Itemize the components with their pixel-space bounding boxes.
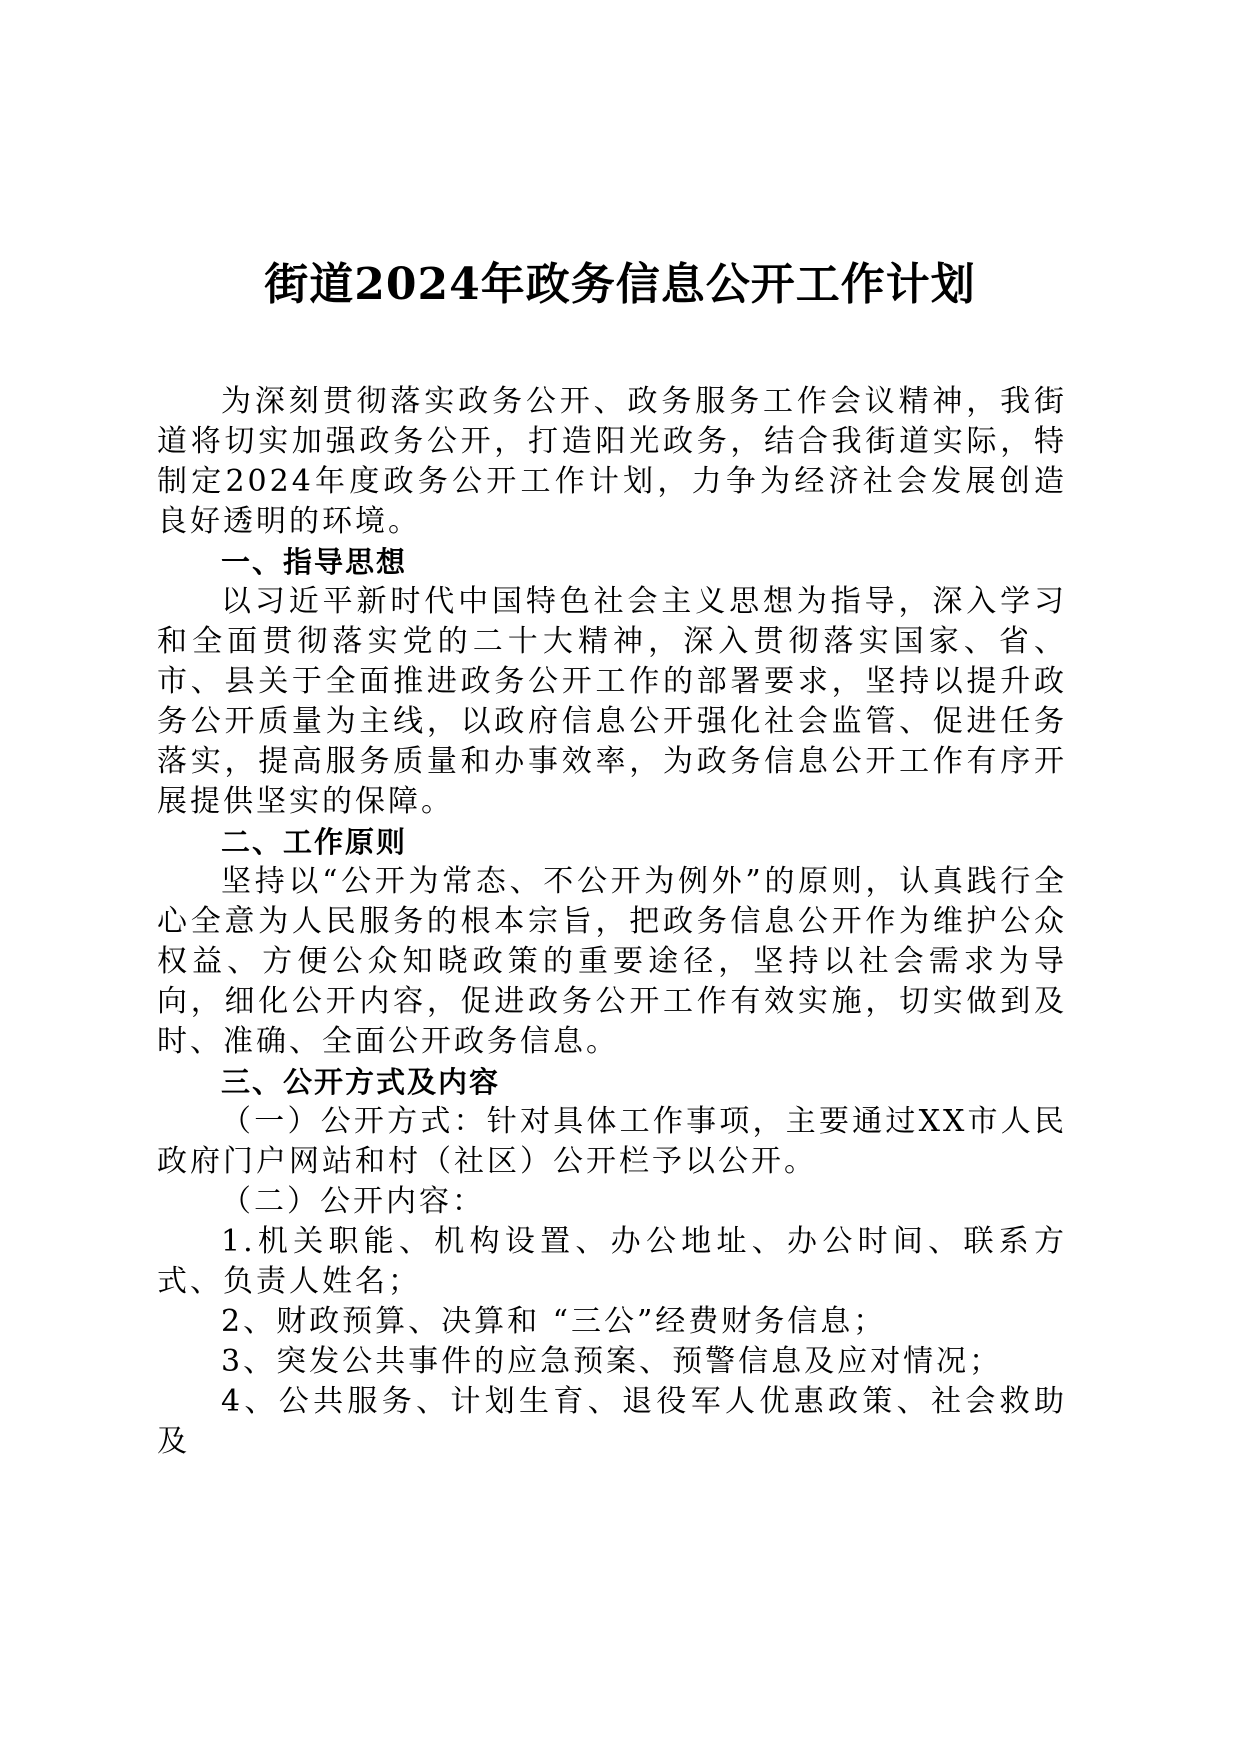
list-item: 4、公共服务、计划生育、退役军人优惠政策、社会救助及 xyxy=(157,1384,1067,1459)
section-heading-disclosure-methods: 三、公开方式及内容 xyxy=(221,1065,501,1099)
disclosure-content-heading: （二）公开内容： xyxy=(221,1184,485,1219)
work-principles-paragraph: 坚持以“公开为常态、不公开为例外”的原则，认真践行全心全意为人民服务的根本宗旨，把政务信息公开作为维护公众权益、方便公众知晓政策的重要途径，坚持以社会需求为导向，细化公开内容，促进政务公开工作有效实施，切实做到及时、准确、全面公开政务信息。 xyxy=(157,864,1067,1059)
disclosure-method-paragraph: （一）公开方式：针对具体工作事项，主要通过XX市人民政府门户网站和村（社区）公开栏予以公开。 xyxy=(157,1104,1067,1179)
section-heading-guiding-thought: 一、指导思想 xyxy=(221,545,408,579)
intro-paragraph: 为深刻贯彻落实政务公开、政务服务工作会议精神，我街道将切实加强政务公开，打造阳光政务，结合我街道实际，特制定2024年度政务公开工作计划，力争为经济社会发展创造良好透明的环境。 xyxy=(157,384,1067,539)
guiding-thought-paragraph: 以习近平新时代中国特色社会主义思想为指导，深入学习和全面贯彻落实党的二十大精神，深入贯彻落实国家、省、市、县关于全面推进政务公开工作的部署要求，坚持以提升政务公开质量为主线，以政府信息公开强化社会监管、促进任务落实，提高服务质量和办事效率，为政务信息公开工作有序开展提供坚实的保障。 xyxy=(157,584,1067,819)
document-body xyxy=(157,382,1067,1462)
list-item: 2、财政预算、决算和 “三公”经费财务信息； xyxy=(221,1304,887,1339)
list-item: 1.机关职能、机构设置、办公地址、办公时间、联系方式、负责人姓名； xyxy=(157,1224,1067,1299)
list-item: 3、突发公共事件的应急预案、预警信息及应对情况； xyxy=(221,1344,1003,1379)
section-heading-work-principles: 二、工作原则 xyxy=(221,825,408,859)
document-title: 街道2024年政务信息公开工作计划 xyxy=(264,259,976,310)
